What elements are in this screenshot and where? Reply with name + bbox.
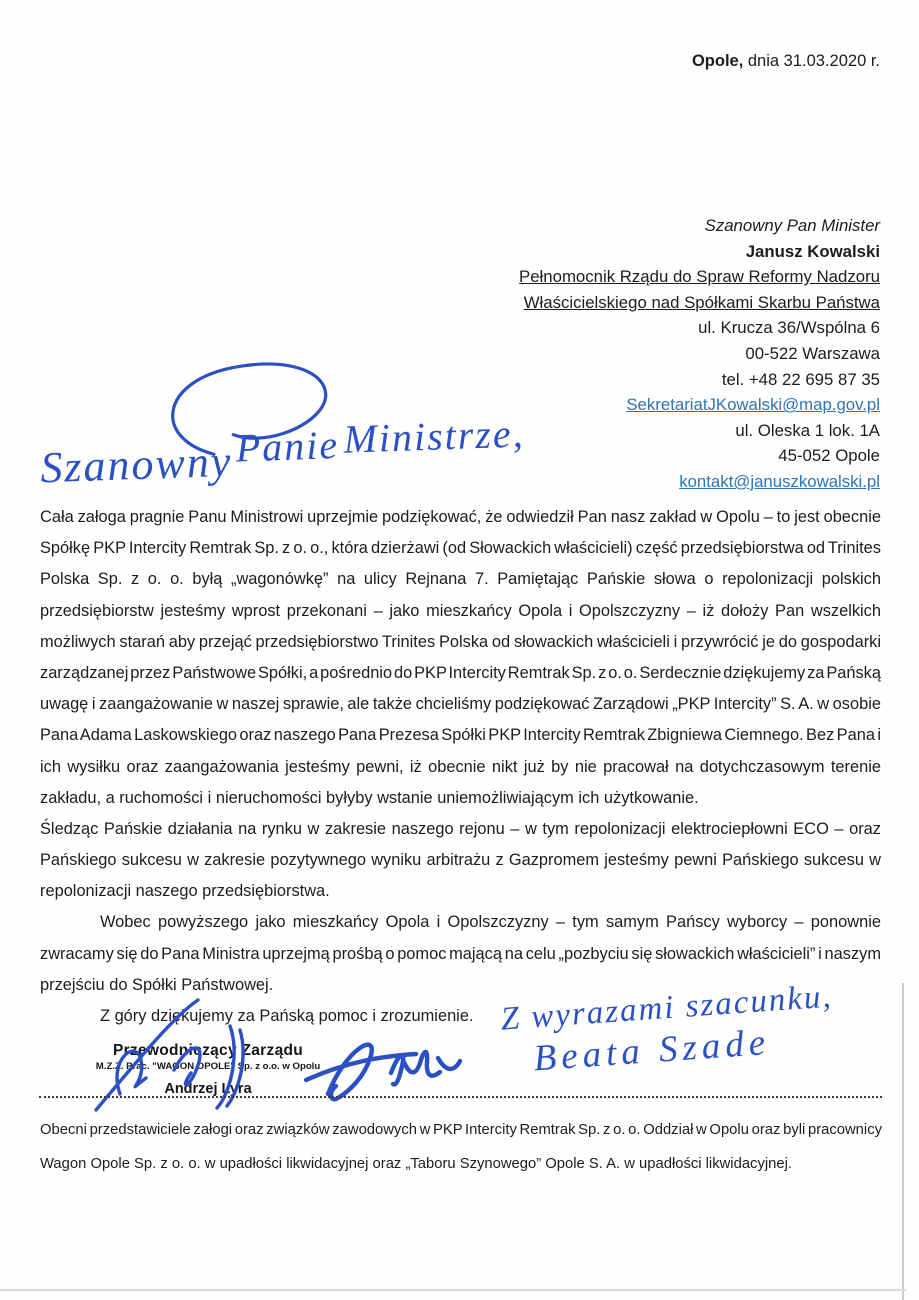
footer-note bbox=[40, 1114, 882, 1181]
body-line: przejściu do Spółki Państwowej. bbox=[40, 975, 274, 994]
body-line: zwracamy się do Pana Ministra uprzejmą prośbą o pomoc mającą na celu „pozbyciu się słowackich właścicieli” i naszym bbox=[40, 944, 881, 963]
recipient-salutation: Szanowny Pan Minister bbox=[704, 216, 880, 235]
date-line bbox=[692, 52, 880, 71]
recipient-block bbox=[519, 213, 880, 495]
body-line: przedsiębiorstw jesteśmy wprost przekonani – jako mieszkańcy Opola i Opolszczyzny – iż dołoży Pan wszelkich bbox=[40, 601, 881, 620]
body-line: ich wysiłku oraz zaangażowania jesteśmy pewni, iż obecnie nikt już by nie pracował na dotychczasowym terenie bbox=[40, 757, 881, 776]
recipient-address-line: ul. Oleska 1 lok. 1A bbox=[735, 420, 880, 440]
greeting-word: Szanowny bbox=[39, 436, 234, 493]
body-line: zarządzanej przez Państwowe Spółki, a pośrednio do PKP Intercity Remtrak Sp. z o. o. Serdecznie dziękujemy za Pańską bbox=[40, 663, 881, 682]
body-line: Spółkę PKP Intercity Remtrak Sp. z o. o., która dzierżawi (od Słowackich właścicieli) część przedsiębiorstwa od Trinites bbox=[40, 539, 881, 558]
stamp-org: M.Z.Z. Prac. "WAGON OPOLE" Sp. z o.o. w Opolu bbox=[95, 1061, 321, 1072]
email-link-sekretariat[interactable]: SekretariatJKowalski@map.gov.pl bbox=[626, 395, 880, 415]
body-line: uwagę i zaangażowanie w naszej sprawie, ale także chcieliśmy podziękować Zarządowi „PKP Intercity” S. A. w osobie bbox=[40, 695, 881, 714]
letter-body bbox=[40, 502, 881, 1032]
recipient-address-line: 00-522 Warszawa bbox=[745, 343, 880, 363]
stamp-name: Andrzej Lyra bbox=[164, 1081, 252, 1097]
body-line: Pańskiego sukcesu w zakresie pozytywnego wyniku arbitrażu z Gazpromem jesteśmy pewni Pańskiego sukcesu w bbox=[40, 851, 881, 870]
body-line: Pana Adama Laskowskiego oraz naszego Pana Prezesa Spółki PKP Intercity Remtrak Zbigniewa Ciemnego. Bez Pana i bbox=[40, 726, 881, 745]
greeting-word: Panie bbox=[234, 421, 340, 471]
body-line: Wobec powyższego jako mieszkańcy Opola i Opolszczyzny – tym samym Pańscy wyborcy – ponownie bbox=[100, 913, 881, 932]
recipient-title-line: Pełnomocnik Rządu do Spraw Reformy Nadzoru bbox=[519, 267, 880, 287]
closing-phrase: Z wyrazami szacunku, bbox=[499, 978, 834, 1038]
signature-scribble-lyra bbox=[78, 998, 308, 1116]
stamp-title: Przewodniczący Zarządu bbox=[112, 1042, 304, 1059]
date-city: Opole, bbox=[691, 52, 744, 70]
footer-line: Wagon Opole Sp. z o. o. w upadłości likwidacyjnej oraz „Taboru Szynowego” Opole S. A. w upadłości likwidacyjnej. bbox=[40, 1155, 792, 1172]
handwritten-greeting bbox=[33, 347, 528, 504]
recipient-address-line: ul. Krucza 36/Wspólna 6 bbox=[698, 318, 880, 338]
dotted-divider bbox=[39, 1096, 882, 1098]
recipient-title-line: Właścicielskiego nad Spółkami Skarbu Państwa bbox=[523, 292, 880, 312]
date-rest: dnia 31.03.2020 r. bbox=[743, 52, 880, 70]
body-line: repolonizacji naszego przedsiębiorstwa. bbox=[40, 882, 330, 901]
body-line: Z góry dziękujemy za Pańską pomoc i zrozumienie. bbox=[100, 1007, 474, 1025]
body-line: Śledząc Pańskie działania na rynku w zakresie naszego rejonu – w tym repolonizacji elektrociepłowni ECO – oraz bbox=[40, 819, 881, 838]
body-line: Polska Sp. z o. o. byłą „wagonówkę” na ulicy Rejnana 7. Pamiętając Pańskie słowa o repolonizacji polskich bbox=[40, 570, 881, 589]
recipient-name: Janusz Kowalski bbox=[745, 241, 880, 261]
recipient-phone: tel. +48 22 695 87 35 bbox=[721, 369, 880, 389]
body-line: zakładu, a ruchomości i nieruchomości byłyby wstanie uniemożliwiającym ich użytkowanie. bbox=[40, 788, 699, 807]
footer-line: Obecni przedstawiciele załogi oraz związków zawodowych w PKP Intercity Remtrak Sp. z o. o. Oddział w Opolu oraz byli pracownicy bbox=[40, 1122, 882, 1138]
closing-signature-name: Beata Szade bbox=[532, 1021, 772, 1080]
body-line: Cała załoga pragnie Panu Ministrowi uprzejmie podziękować, że odwiedził Pan nasz zakład w Opolu – to jest obecnie bbox=[40, 508, 881, 526]
recipient-address-line: 45-052 Opole bbox=[778, 446, 880, 466]
scan-edge-artifact-horizontal bbox=[0, 1289, 906, 1291]
signature-scribble-latka bbox=[298, 1028, 473, 1113]
email-link-kontakt[interactable]: kontakt@januszkowalski.pl bbox=[679, 471, 880, 491]
greeting-word: Ministrze, bbox=[342, 410, 526, 462]
body-line: możliwych starań aby przejąć przedsiębiorstwo Trinites Polska od słowackich właścicieli i przywrócić je do gospodarki bbox=[40, 632, 881, 651]
scan-edge-artifact-vertical bbox=[902, 983, 904, 1300]
